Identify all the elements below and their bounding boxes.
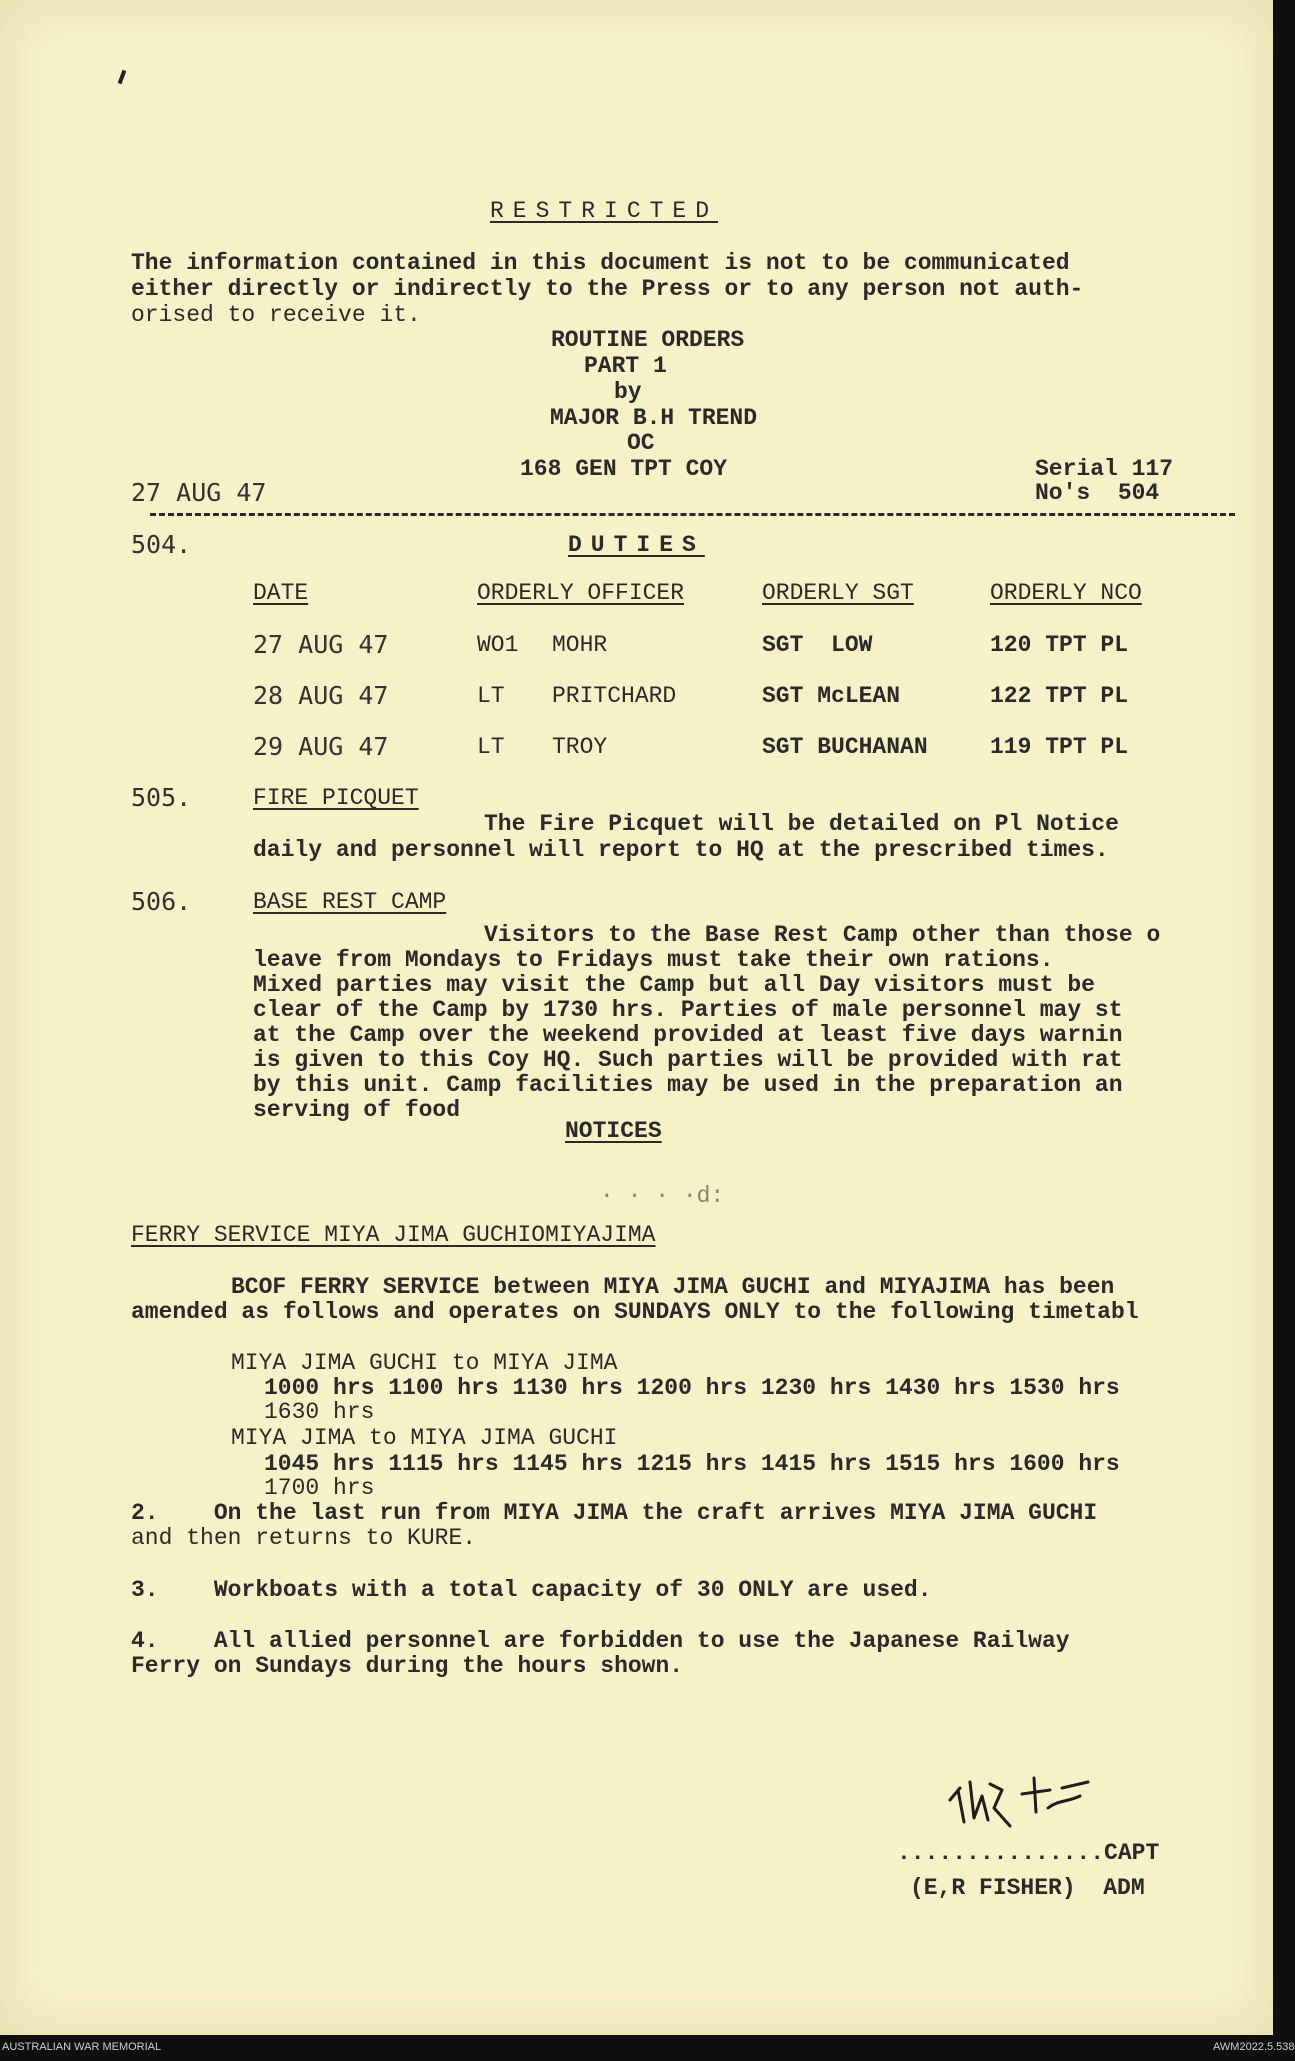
signature-dots: ...............CAPT <box>897 1840 1160 1866</box>
route-1-label: MIYA JIMA GUCHI to MIYA JIMA <box>231 1350 618 1376</box>
warning-line-1: The information contained in this document is not to be communicated <box>131 250 1070 276</box>
duty-officer: PRITCHARD <box>552 683 677 709</box>
duties-heading: DUTIES <box>568 532 705 558</box>
route-2-times: 1045 hrs 1115 hrs 1145 hrs 1215 hrs 1415 hrs 1515 hrs 1600 hrs <box>264 1451 1120 1477</box>
duty-rank: LT <box>477 734 505 760</box>
rest-camp-line-3: Mixed parties may visit the Camp but all Day visitors must be <box>253 972 1095 998</box>
notices-heading: NOTICES <box>565 1118 662 1144</box>
rest-camp-line-5: at the Camp over the weekend provided at least five days warnin <box>253 1022 1123 1048</box>
signatory-name: (E,R FISHER) ADM <box>910 1875 1145 1901</box>
duty-date: 28 AUG 47 <box>253 681 389 710</box>
route-2-label: MIYA JIMA to MIYA JIMA GUCHI <box>231 1425 618 1451</box>
serial-number: Serial 117 <box>1035 456 1174 482</box>
ferry-item-4-line-2: Ferry on Sundays during the hours shown. <box>131 1653 684 1679</box>
title-line-3: by <box>614 379 642 405</box>
col-date: DATE <box>253 580 309 606</box>
rest-camp-line-2: leave from Mondays to Fridays must take their own rations. <box>253 947 1054 973</box>
ferry-item-2-line-2: and then returns to KURE. <box>131 1525 477 1551</box>
duty-date: 27 AUG 47 <box>253 630 389 659</box>
title-line-4: MAJOR B.H TREND <box>550 405 758 431</box>
base-rest-camp-heading: BASE REST CAMP <box>253 889 447 915</box>
duty-officer: MOHR <box>552 632 608 658</box>
ferry-service-heading: FERRY SERVICE MIYA JIMA GUCHIOMIYAJIMA <box>131 1222 656 1248</box>
duty-sgt: SGT McLEAN <box>762 683 901 709</box>
archive-reference: AWM2022.5.538 <box>1213 2041 1295 2053</box>
rest-camp-line-4: clear of the Camp by 1730 hrs. Parties of male personnel may st <box>253 997 1123 1023</box>
fire-picquet-line-2: daily and personnel will report to HQ at the prescribed times. <box>253 837 1109 863</box>
para-505-number: 505. <box>131 783 192 812</box>
para-504-number: 504. <box>131 530 192 559</box>
rest-camp-line-7: by this unit. Camp facilities may be used in the preparation an <box>253 1072 1123 1098</box>
order-date: 27 AUG 47 <box>131 478 267 507</box>
ferry-item-2-line-1: 2. On the last run from MIYA JIMA the craft arrives MIYA JIMA GUCHI <box>131 1500 1098 1526</box>
col-orderly-sgt: ORDERLY SGT <box>762 580 914 606</box>
order-numbers: No's 504 <box>1035 480 1160 506</box>
title-line-5: OC <box>627 430 655 456</box>
rest-camp-line-6: is given to this Coy HQ. Such parties will be provided with rat <box>253 1047 1123 1073</box>
title-line-2: PART 1 <box>584 353 667 379</box>
duty-nco: 120 TPT PL <box>990 632 1129 658</box>
title-line-6: 168 GEN TPT COY <box>520 456 728 482</box>
route-1-times: 1000 hrs 1100 hrs 1130 hrs 1200 hrs 1230 hrs 1430 hrs 1530 hrs <box>264 1375 1120 1401</box>
duty-date: 29 AUG 47 <box>253 732 389 761</box>
archive-credit: AUSTRALIAN WAR MEMORIAL <box>2 2041 162 2053</box>
para-506-number: 506. <box>131 887 192 916</box>
classification-heading: RESTRICTED <box>490 198 719 224</box>
fire-picquet-line-1: The Fire Picquet will be detailed on Pl Notice <box>484 811 1133 837</box>
duty-sgt: SGT LOW <box>762 632 873 658</box>
ink-mark <box>118 70 127 85</box>
duty-sgt: SGT BUCHANAN <box>762 734 928 760</box>
col-orderly-nco: ORDERLY NCO <box>990 580 1142 606</box>
route-1-times-cont: 1630 hrs <box>264 1399 375 1425</box>
warning-line-3: orised to receive it. <box>131 302 421 328</box>
faint-mark: · · · ·d: <box>600 1183 725 1209</box>
ferry-item-4-line-1: 4. All allied personnel are forbidden to use the Japanese Railway <box>131 1628 1070 1654</box>
duty-rank: WO1 <box>477 632 519 658</box>
duty-rank: LT <box>477 683 505 709</box>
rest-camp-line-1: Visitors to the Base Rest Camp other than those o <box>484 922 1161 948</box>
route-2-times-cont: 1700 hrs <box>264 1475 375 1501</box>
duty-nco: 119 TPT PL <box>990 734 1129 760</box>
handwritten-signature <box>930 1760 1110 1840</box>
duty-nco: 122 TPT PL <box>990 683 1129 709</box>
rest-camp-line-8: serving of food <box>253 1097 461 1123</box>
col-orderly-officer: ORDERLY OFFICER <box>477 580 685 606</box>
duty-officer: TROY <box>552 734 608 760</box>
ferry-intro-line-1: BCOF FERRY SERVICE between MIYA JIMA GUCHI and MIYAJIMA has been <box>231 1274 1115 1300</box>
header-divider <box>150 513 1235 519</box>
ferry-item-3: 3. Workboats with a total capacity of 30 ONLY are used. <box>131 1577 932 1603</box>
warning-line-2: either directly or indirectly to the Press or to any person not auth- <box>131 276 1084 302</box>
ferry-intro-line-2: amended as follows and operates on SUNDAYS ONLY to the following timetabl <box>131 1299 1139 1325</box>
title-line-1: ROUTINE ORDERS <box>551 327 745 353</box>
fire-picquet-heading: FIRE PICQUET <box>253 785 419 811</box>
